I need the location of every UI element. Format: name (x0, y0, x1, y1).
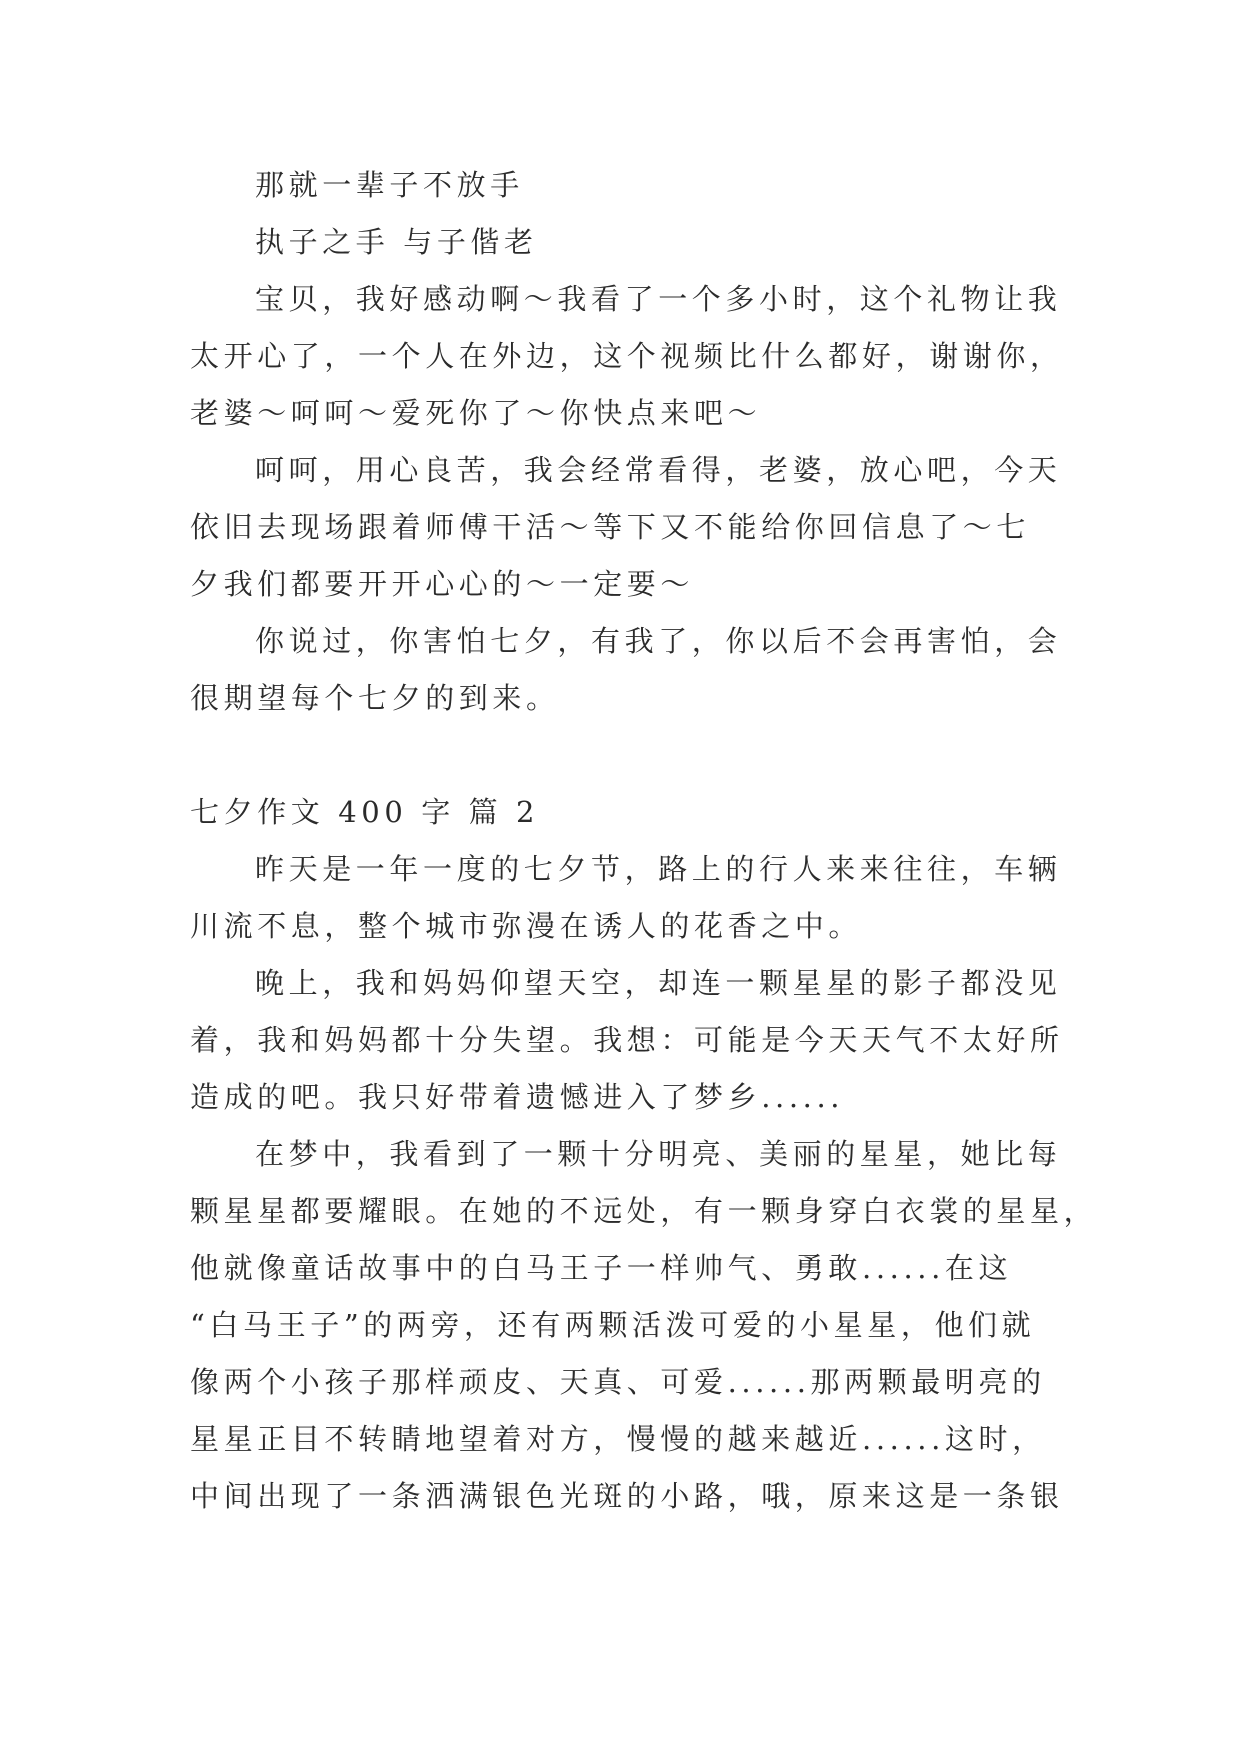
text-line: 星星正目不转睛地望着对方，慢慢的越来越近......这时， (190, 1422, 1046, 1456)
text-line: 颗星星都要耀眼。在她的不远处，有一颗身穿白衣裳的星星， (190, 1194, 1098, 1228)
text-line: 他就像童话故事中的白马王子一样帅气、勇敢......在这 (190, 1251, 1013, 1285)
text-line: 那就一辈子不放手 (255, 168, 524, 202)
text-line: 太开心了，一个人在外边，这个视频比什么都好，谢谢你， (190, 339, 1064, 373)
paragraph-first-line: 在梦中，我看到了一颗十分明亮、美丽的星星，她比每 (255, 1137, 1062, 1171)
paragraph-first-line: 昨天是一年一度的七夕节，路上的行人来来往往，车辆 (255, 852, 1062, 886)
text-line: 着，我和妈妈都十分失望。我想：可能是今天天气不太好所 (190, 1023, 1064, 1057)
text-line: 很期望每个七夕的到来。 (190, 681, 560, 715)
text-line: 川流不息，整个城市弥漫在诱人的花香之中。 (190, 909, 863, 943)
text-line: 依旧去现场跟着师傅干活～等下又不能给你回信息了～七 (190, 510, 1031, 544)
text-line: 执子之手 与子偕老 (255, 225, 538, 259)
paragraph-first-line: 呵呵，用心良苦，我会经常看得，老婆，放心吧，今天 (255, 453, 1062, 487)
text-line: 中间出现了一条洒满银色光斑的小路，哦，原来这是一条银 (190, 1479, 1064, 1513)
text-line: 像两个小孩子那样顽皮、天真、可爱......那两颗最明亮的 (190, 1365, 1046, 1399)
text-line: “白马王子”的两旁，还有两颗活泼可爱的小星星，他们就 (190, 1308, 1036, 1342)
text-line: 老婆～呵呵～爱死你了～你快点来吧～ (190, 396, 762, 430)
paragraph-first-line: 晚上，我和妈妈仰望天空，却连一颗星星的影子都没见 (255, 966, 1062, 1000)
section-heading: 七夕作文 400 字 篇 2 (190, 795, 540, 829)
text-line: 夕我们都要开开心心的～一定要～ (190, 567, 695, 601)
text-line: 造成的吧。我只好带着遗憾进入了梦乡...... (190, 1080, 845, 1114)
paragraph-first-line: 你说过，你害怕七夕，有我了，你以后不会再害怕，会 (255, 624, 1062, 658)
paragraph-first-line: 宝贝，我好感动啊～我看了一个多小时，这个礼物让我 (255, 282, 1062, 316)
